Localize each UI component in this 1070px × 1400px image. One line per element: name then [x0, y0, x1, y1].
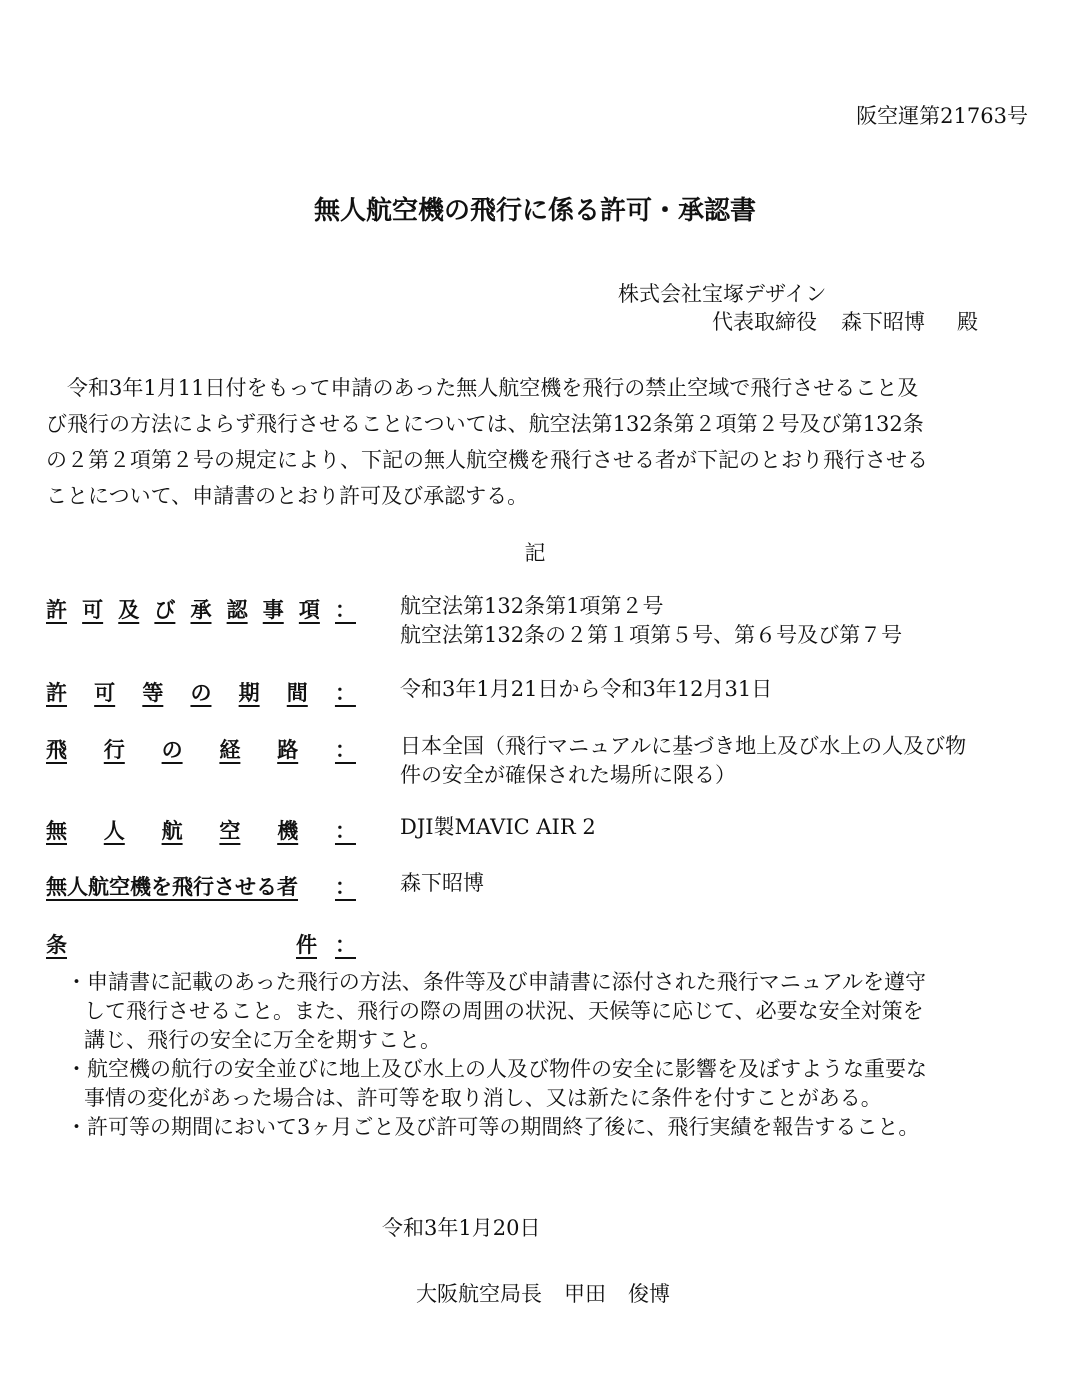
- label-char: 可: [82, 598, 104, 622]
- label-char: 及: [118, 598, 140, 622]
- label-text: 無人航空機を飛行させる者: [46, 875, 298, 899]
- label-char: ：: [334, 681, 356, 705]
- item-value-permission-period: [400, 675, 772, 704]
- label-char: 人: [103, 819, 125, 843]
- condition-item-continued: 講じ、飛行の安全に万全を期すこと。: [84, 1028, 441, 1052]
- conditions-list: [66, 968, 1041, 1142]
- body-paragraph: [46, 370, 1041, 514]
- document-number: 阪空運第21763号: [856, 104, 1028, 128]
- label-char: ：: [335, 598, 356, 622]
- label-char: 条: [46, 933, 67, 957]
- item-value-permission-matters: [400, 592, 902, 650]
- label-char: 行: [103, 738, 125, 762]
- label-char: 件: [296, 933, 317, 957]
- item-label-conditions: [46, 929, 356, 959]
- recipient-position: 代表取締役: [712, 310, 817, 334]
- recipient-honorific: 殿: [957, 310, 978, 334]
- recipient-company: 株式会社宝塚デザイン: [618, 282, 827, 306]
- label-char: 機: [277, 819, 299, 843]
- label-char: 路: [277, 738, 299, 762]
- label-char: ：: [335, 875, 356, 899]
- item-label-permission-period: [46, 677, 356, 707]
- label-char: 間: [286, 681, 308, 705]
- label-char: 経: [219, 738, 241, 762]
- label-char: ：: [335, 933, 356, 957]
- ki-heading: 記: [524, 541, 546, 565]
- issuer-office: 大阪航空局長: [416, 1282, 542, 1306]
- label-char: 承: [190, 598, 212, 622]
- item-value-flight-route: [400, 732, 966, 790]
- body-line: の２第２項第２号の規定により、下記の無人航空機を飛行させる者が下記のとおり飛行させる: [46, 448, 928, 472]
- issuer-family-name: 甲田: [564, 1282, 606, 1306]
- label-char: 項: [298, 598, 320, 622]
- recipient-person: [712, 306, 978, 336]
- label-char: 無: [46, 819, 67, 843]
- condition-item: ・航空機の航行の安全並びに地上及び水上の人及び物件の安全に影響を及ぼすような重要な: [66, 1057, 927, 1081]
- label-char: 空: [219, 819, 241, 843]
- item-value-line: 令和3年1月21日から令和3年12月31日: [400, 677, 773, 701]
- condition-item: ・申請書に記載のあった飛行の方法、条件等及び申請書に添付された飛行マニュアルを遵守: [66, 970, 926, 994]
- item-value-aircraft: [400, 813, 596, 842]
- label-char: 許: [46, 598, 67, 622]
- label-char: 期: [238, 681, 260, 705]
- item-label-permission-matters: [46, 594, 356, 624]
- label-char: 等: [142, 681, 164, 705]
- body-line: び飛行の方法によらず飛行させることについては、航空法第132条第２項第２号及び第132条: [46, 412, 924, 436]
- label-char: 航: [161, 819, 183, 843]
- item-value-line: 航空法第132条第1項第２号: [400, 594, 664, 618]
- condition-item: ・許可等の期間において3ヶ月ごと及び許可等の期間終了後に、飛行実績を報告すること。: [66, 1115, 920, 1139]
- item-label-flight-route: [46, 734, 356, 764]
- label-char: 飛: [46, 738, 67, 762]
- body-line: ことについて、申請書のとおり許可及び承認する。: [46, 484, 529, 508]
- label-char: ：: [334, 819, 356, 843]
- item-value-line: DJI製MAVIC AIR 2: [400, 815, 596, 839]
- label-char: 許: [46, 681, 67, 705]
- condition-item-continued: 事情の変化があった場合は、許可等を取り消し、又は新たに条件を付すことがある。: [84, 1086, 882, 1110]
- item-value-operator: [400, 869, 484, 898]
- issuer: [416, 1278, 670, 1308]
- label-char: ：: [334, 738, 356, 762]
- label-char: 可: [94, 681, 116, 705]
- item-label-aircraft: [46, 815, 356, 845]
- label-char: 認: [226, 598, 248, 622]
- body-line: 令和3年1月11日付をもって申請のあった無人航空機を飛行の禁止空域で飛行させること及: [46, 376, 919, 400]
- item-label-operator: [46, 871, 356, 901]
- item-value-line: 森下昭博: [400, 871, 484, 895]
- document-title: 無人航空機の飛行に係る許可・承認書: [313, 196, 756, 226]
- item-value-line: 日本全国（飛行マニュアルに基づき地上及び水上の人及び物: [400, 734, 967, 758]
- issuer-given-name: 俊博: [628, 1282, 670, 1306]
- label-char: の: [190, 681, 212, 705]
- label-char: 事: [262, 598, 284, 622]
- issue-date: 令和3年1月20日: [382, 1216, 541, 1240]
- condition-item-continued: して飛行させること。また、飛行の際の周囲の状況、天候等に応じて、必要な安全対策を: [84, 999, 924, 1023]
- label-char: の: [161, 738, 183, 762]
- label-char: び: [154, 598, 176, 622]
- item-value-line: 航空法第132条の２第１項第５号、第６号及び第７号: [400, 623, 903, 647]
- recipient-name: 森下昭博: [841, 310, 925, 334]
- item-value-line: 件の安全が確保された場所に限る）: [400, 763, 736, 787]
